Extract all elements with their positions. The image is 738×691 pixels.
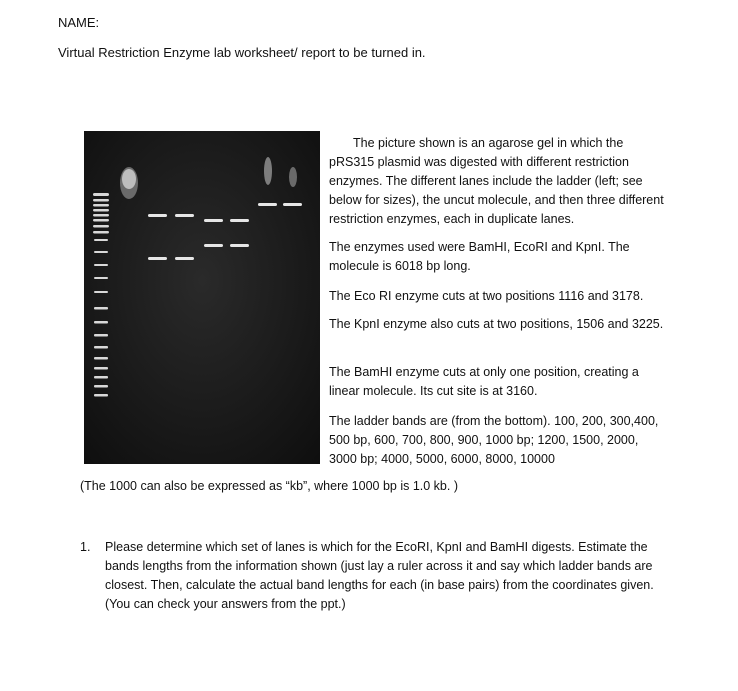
- worksheet-title: Virtual Restriction Enzyme lab worksheet/ report to be turned in.: [58, 45, 426, 60]
- bamhi-paragraph: The BamHI enzyme cuts at only one position, creating a linear molecule. Its cut site is at 3160.: [329, 365, 639, 398]
- name-label: NAME:: [58, 15, 100, 30]
- question-1: [80, 538, 670, 614]
- agarose-gel-image: [84, 131, 320, 464]
- question-number: 1.: [80, 540, 91, 554]
- question-text: Please determine which set of lanes is which for the EcoRI, KpnI and BamHI digests. Estimate the bands lengths from the information shown (just lay a ruler across it and say which ladder bands are closest. Then, calculate the actual band lengths for each (in base pairs) from the coordinates given. (You can check your answers from the ppt.): [105, 540, 654, 611]
- ladder-paragraph: The ladder bands are (from the bottom). 100, 200, 300,400, 500 bp, 600, 700, 800, 900, 1000 bp; 1200, 1500, 2000, 3000 bp; 4000, 5000, 6000, 8000, 10000: [329, 414, 659, 466]
- gel-description-paragraph: [329, 134, 669, 229]
- enzymes-paragraph: The enzymes used were BamHI, EcoRI and KpnI. The molecule is 6018 bp long.: [329, 240, 630, 273]
- kb-note: (The 1000 can also be expressed as “kb”, where 1000 bp is 1.0 kb. ): [80, 479, 458, 493]
- ecori-paragraph: The Eco RI enzyme cuts at two positions 1116 and 3178.: [329, 289, 644, 303]
- uncut-lane: [120, 167, 138, 199]
- kpni-paragraph: The KpnI enzyme also cuts at two positions, 1506 and 3225.: [329, 317, 664, 331]
- gel-description-text: The picture shown is an agarose gel in which the pRS315 plasmid was digested with different restriction enzymes. The different lanes include the ladder (left; see below for sizes), the uncut molecule, and then three different restriction enzymes, each in duplicate lanes.: [329, 136, 664, 226]
